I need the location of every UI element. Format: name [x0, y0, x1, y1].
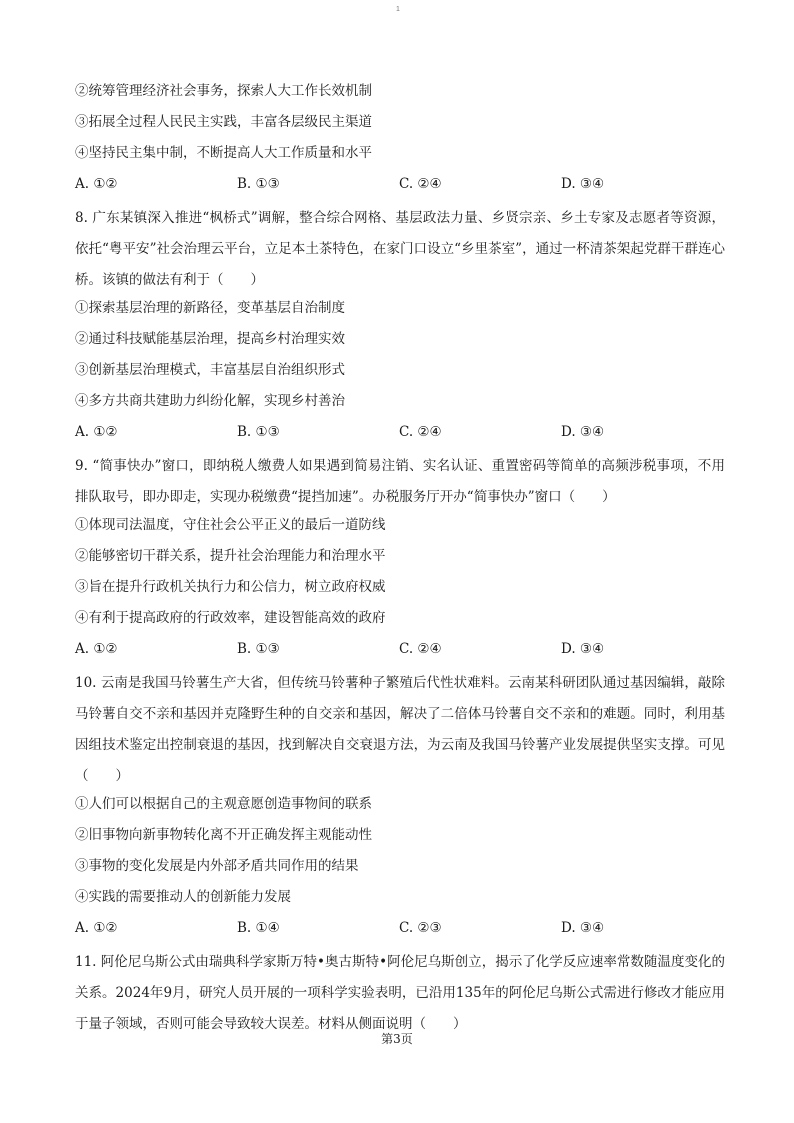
- q10-option-d: D. ③④: [561, 920, 605, 936]
- q9-option-c: C. ②④: [399, 641, 442, 657]
- q7-item-2: ②统筹管理经济社会事务，探索人大工作长效机制: [75, 83, 372, 99]
- q7-option-d: D. ③④: [561, 176, 605, 192]
- q10-item-2: ②旧事物向新事物转化离不开正确发挥主观能动性: [75, 827, 372, 843]
- q7-item-4: ④坚持民主集中制，不断提高人大工作质量和水平: [75, 145, 372, 161]
- q11-stem: 11. 阿伦尼乌斯公式由瑞典科学家斯万特•奥古斯特•阿伦尼乌斯创立，揭示了化学反应速率常数随温度变化的关系。2024年9月，研究人员开展的一项科学实验表明，已沿用135年的阿伦尼乌斯公式需进行修改才能应用于量子领域，否则可能会导致较大误差。材料从侧面说明（ ）: [75, 954, 725, 1032]
- q9-option-a: A. ①②: [75, 641, 118, 657]
- q10-options: [75, 916, 725, 947]
- q8-option-a: A. ①②: [75, 424, 118, 440]
- q7-options: [75, 172, 725, 203]
- q10-stem: 10. 云南是我国马铃薯生产大省，但传统马铃薯种子繁殖后代性状难料。云南某科研团队通过基因编辑，敲除马铃薯自交不亲和基因并克隆野生种的自交亲和基因，解决了二倍体马铃薯自交不亲和的难题。同时，利用基因组技术鉴定出控制衰退的基因，找到解决自交衰退方法，为云南及我国马铃薯产业发展提供坚实支撑。可见（ ）: [75, 675, 725, 784]
- q8-item-1: ①探索基层治理的新路径，变革基层自治制度: [75, 300, 345, 316]
- q9-option-d: D. ③④: [561, 641, 605, 657]
- q10-option-a: A. ①②: [75, 920, 118, 936]
- q10-option-b: B. ①④: [237, 920, 280, 936]
- q9-option-b: B. ①③: [237, 641, 280, 657]
- q7-option-b: B. ①③: [237, 176, 280, 192]
- q9-item-2: ②能够密切干群关系，提升社会治理能力和治理水平: [75, 548, 386, 564]
- q7-option-c: C. ②④: [399, 176, 442, 192]
- q10-item-4: ④实践的需要推动人的创新能力发展: [75, 889, 291, 905]
- q9-item-3: ③旨在提升行政机关执行力和公信力，树立政府权威: [75, 579, 386, 595]
- q9-item-4: ④有利于提高政府的行政效率，建设智能高效的政府: [75, 610, 386, 626]
- q8-stem: 8. 广东某镇深入推进“枫桥式”调解，整合综合网格、基层政法力量、乡贤宗亲、乡土专家及志愿者等资源，依托“粤平安”社会治理云平台，立足本土茶特色，在家门口设立“乡里茶室”，通过一杯清茶架起党群干群连心桥。该镇的做法有利于（ ）: [75, 210, 725, 288]
- q8-option-d: D. ③④: [561, 424, 605, 440]
- q7-item-3: ③拓展全过程人民民主实践，丰富各层级民主渠道: [75, 114, 372, 130]
- page-mark: 1: [396, 6, 400, 13]
- q8-item-2: ②通过科技赋能基层治理，提高乡村治理实效: [75, 331, 345, 347]
- q8-options: [75, 420, 725, 451]
- q8-item-3: ③创新基层治理模式，丰富基层自治组织形式: [75, 362, 345, 378]
- q9-stem: 9. “简事快办”窗口，即纳税人缴费人如果遇到简易注销、实名认证、重置密码等简单的高频涉税事项，不用排队取号，即办即走，实现办税缴费“提挡加速”。办税服务厅开办“简事快办”窗口（ ）: [75, 458, 725, 505]
- q8-option-c: C. ②④: [399, 424, 442, 440]
- q10-item-3: ③事物的变化发展是内外部矛盾共同作用的结果: [75, 858, 359, 874]
- q10-item-1: ①人们可以根据自己的主观意愿创造事物间的联系: [75, 796, 372, 812]
- question-content: [75, 79, 725, 1040]
- q10-option-c: C. ②③: [399, 920, 442, 936]
- q8-option-b: B. ①③: [237, 424, 280, 440]
- q8-item-4: ④多方共商共建助力纠纷化解，实现乡村善治: [75, 393, 345, 409]
- q9-options: [75, 637, 725, 668]
- page-number: 第3页: [381, 1032, 413, 1046]
- q9-item-1: ①体现司法温度，守住社会公平正义的最后一道防线: [75, 517, 386, 533]
- q7-option-a: A. ①②: [75, 176, 118, 192]
